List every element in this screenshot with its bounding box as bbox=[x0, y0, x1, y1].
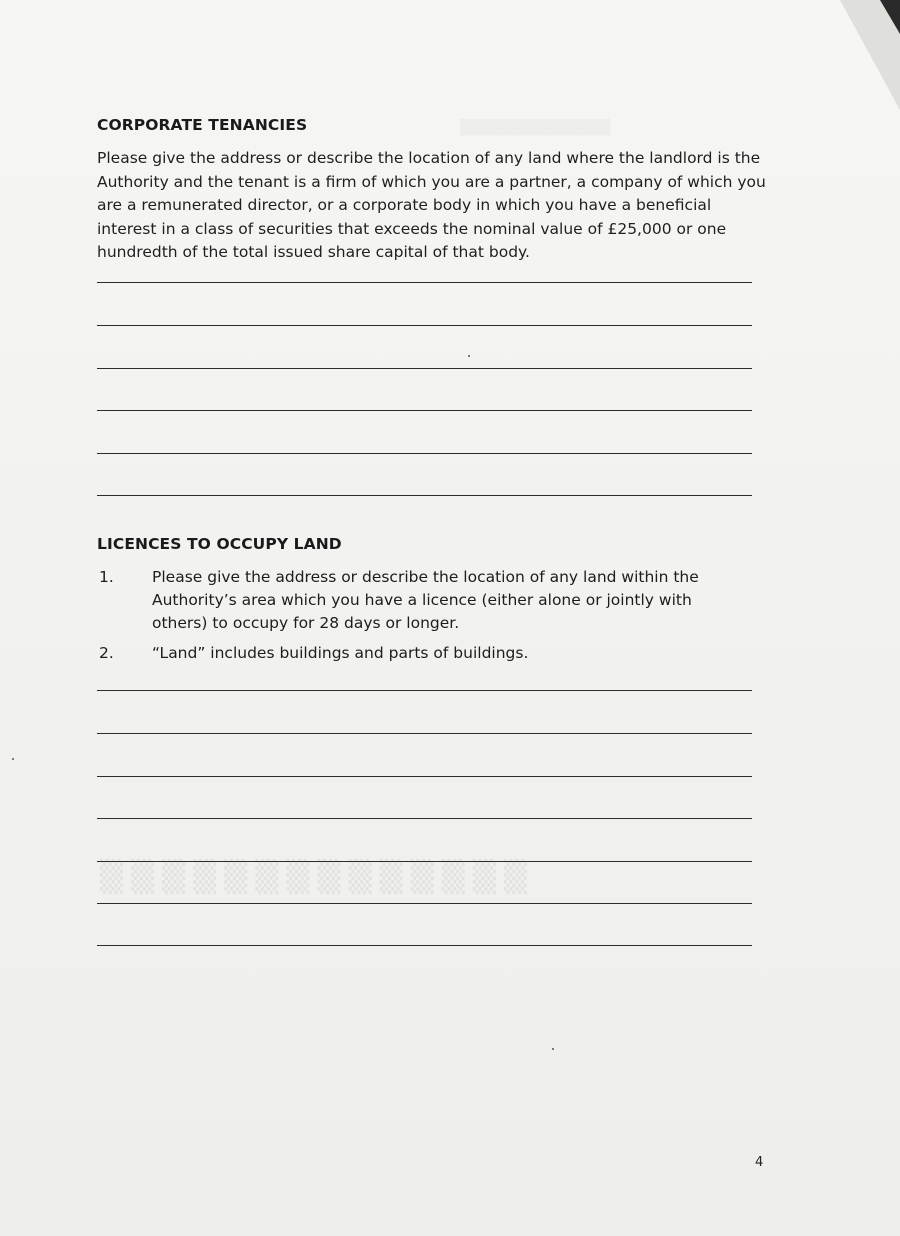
corporate-tenancies-instructions: Please give the address or describe the location of any land where the landlord is the Authority and the tenant is a firm of which you are a partner, a company of which you are a remunerated director, or a corporate body in which you have a beneficial interest in a class of securities that exceeds the nominal value of £25,000 or one hundredth of the total issued share capital of that body. bbox=[97, 149, 766, 261]
corporate-tenancies-heading: CORPORATE TENANCIES bbox=[97, 116, 308, 134]
page-number: 4 bbox=[755, 1155, 764, 1170]
licences-item-text: Please give the address or describe the location of any land within the Authority’s area which you have a licence (either alone or jointly with others) to occupy for 28 days or longer. bbox=[152, 568, 699, 632]
licences-heading: LICENCES TO OCCUPY LAND bbox=[97, 535, 342, 553]
corporate-tenancies-answer-line-3[interactable] bbox=[97, 368, 752, 369]
corporate-tenancies-answer-line-1[interactable] bbox=[97, 282, 752, 283]
corporate-tenancies-answer-line-6[interactable] bbox=[97, 495, 752, 496]
scan-speck bbox=[468, 355, 470, 357]
corporate-tenancies-answer-line-5[interactable] bbox=[97, 453, 752, 454]
licences-answer-line-4[interactable] bbox=[97, 818, 752, 819]
licences-answer-line-2[interactable] bbox=[97, 733, 752, 734]
licences-answer-line-5[interactable] bbox=[97, 861, 752, 862]
show-through-text: ▒▒▒▒▒▒▒▒▒▒▒▒▒▒ bbox=[460, 120, 611, 136]
licences-answer-line-1[interactable] bbox=[97, 690, 752, 691]
corporate-tenancies-answer-line-2[interactable] bbox=[97, 325, 752, 326]
licences-item-number: 1. bbox=[99, 568, 114, 586]
licences-answer-line-7[interactable] bbox=[97, 945, 752, 946]
licences-item-number: 2. bbox=[99, 644, 114, 662]
licences-answer-line-3[interactable] bbox=[97, 776, 752, 777]
licences-item-text: “Land” includes buildings and parts of buildings. bbox=[152, 644, 529, 662]
scan-speck bbox=[552, 1048, 554, 1050]
scan-speck bbox=[12, 758, 14, 760]
show-through-handwriting: ▒▒▒▒▒▒▒▒▒▒▒▒▒▒ bbox=[100, 860, 535, 895]
corporate-tenancies-answer-line-4[interactable] bbox=[97, 410, 752, 411]
licences-answer-line-6[interactable] bbox=[97, 903, 752, 904]
